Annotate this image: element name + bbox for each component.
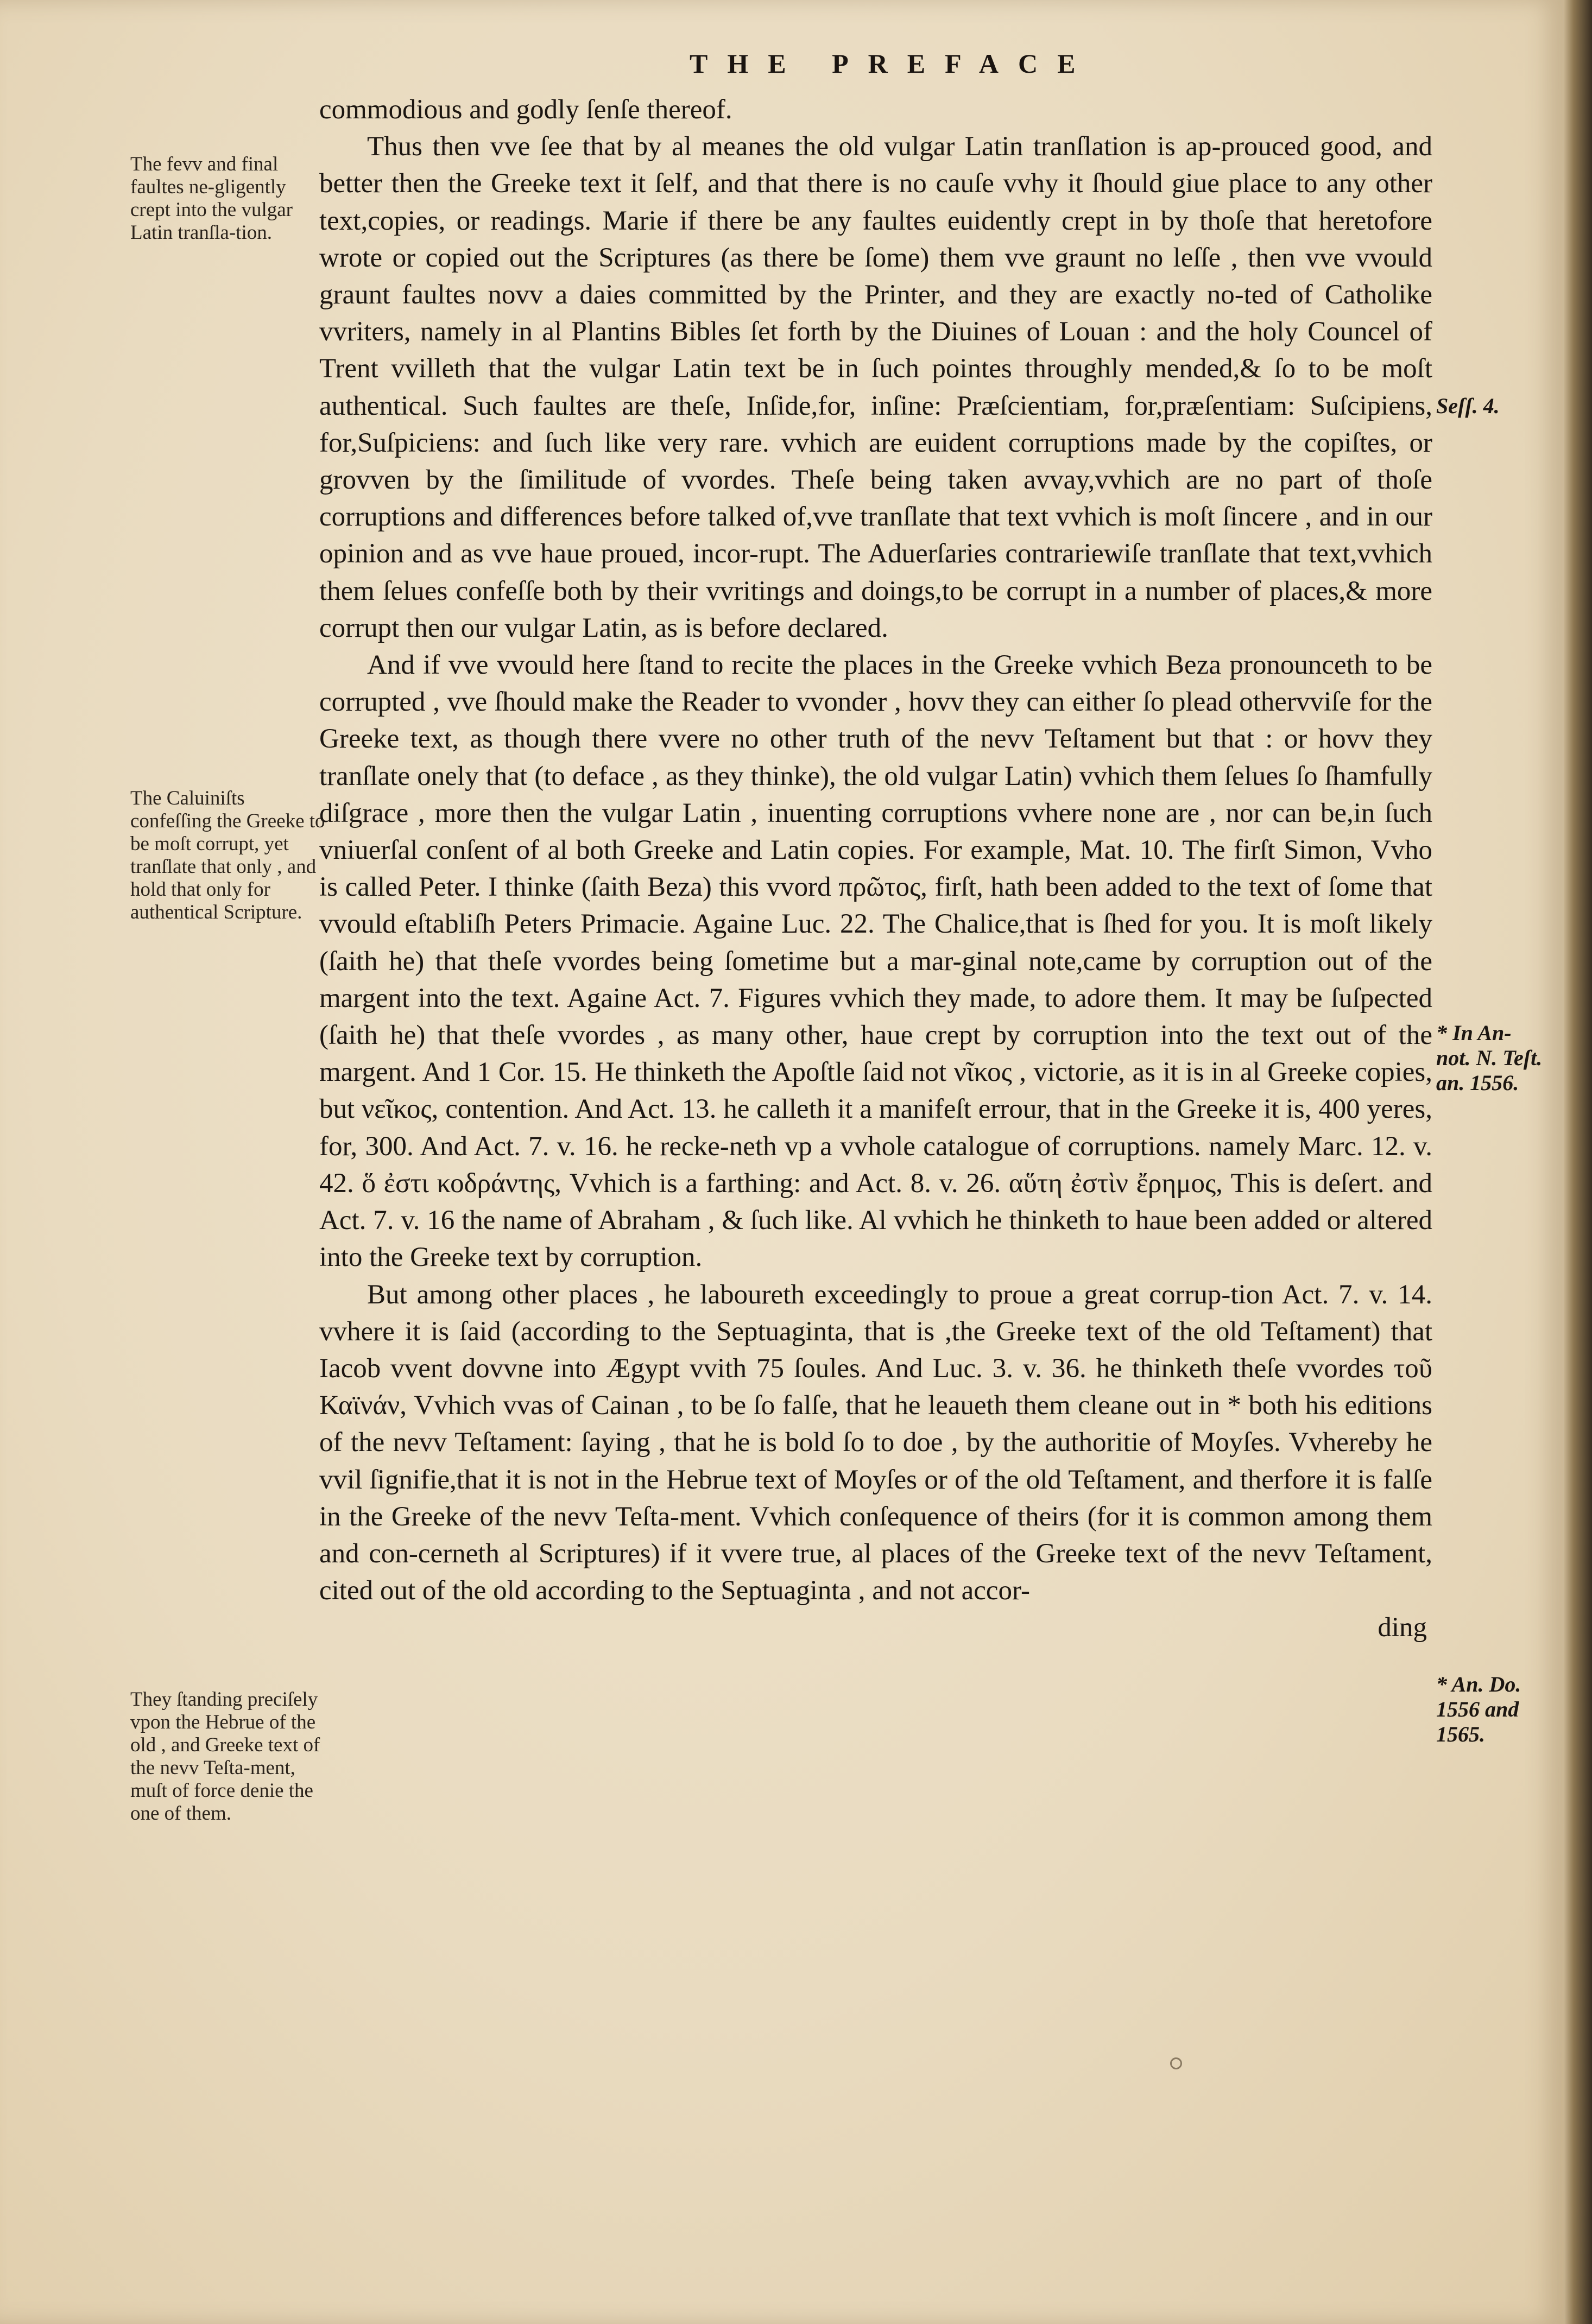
paragraph-thus: Thus then vve ſee that by al meanes the old vulgar Latin tranſlation is ap-prouced good, and better then the Greeke text it ſelf, and that there is no cauſe vvhy it ſhould giue place to any other text,copies, or readings. Marie if there be any faultes euidently crept in by thoſe that heretofore wrote or copied out the Scriptures (as there be ſome) them vve graunt no leſſe , then vve vvould graunt faultes novv a daies committed by the Printer, and they are exactly no-ted of Catholike vvriters, namely in al Plantins Bibles ſet forth by the Diuines of Louan : and the holy Councel of Trent vvilleth that the vulgar Latin text be in ſuch pointes throughly mended,& ſo to be moſt authentical. Such faultes are theſe, Inſide,for, inſine: Præſcientiam, for,præſentiam: Suſcipiens, for,Suſpiciens: and ſuch like very rare. vvhich are euident corruptions made by the copiſtes, or grovven by the ſimilitude of vvordes. Theſe being taken avvay,vvhich are no part of thoſe corruptions and differences before talked of,vve tranſlate that text vvhich is moſt ſincere , and in our opinion and as vve haue proued, incor-rupt. The Aduerſaries contrariewiſe tranſlate that text,vvhich them ſelues confeſſe both by their vvritings and doings,to be corrupt in a number of places,& more corrupt then our vulgar Latin, as is before declared. bbox=[319, 131, 1432, 643]
margin-ref-session: Seſſ. 4. bbox=[1436, 394, 1500, 418]
sidenote-hebrue: They ſtanding preciſely vpon the Hebrue of the old , and Greeke text of the nevv Teſta-ment, muſt of force denie the one of them. bbox=[130, 1688, 320, 1825]
body-text bbox=[319, 91, 1432, 1647]
sidenote-caluinists: The Caluiniſts confeſſing the Greeke to be moſt corrupt, yet tranſlate that only , and hold that only for authentical Scripture. bbox=[130, 787, 325, 923]
paragraph-beza: And if vve vvould here ſtand to recite the places in the Greeke vvhich Beza pronounceth to be corrupted , vve ſhould make the Reader to vvonder , hovv they can either ſo plead othervviſe for the Greeke text, as though there vvere no other truth of the nevv Teſtament but that : or hovv they tranſlate onely that (to deface , as they thinke), the old vulgar Latin) vvhich them ſelues ſo ſhamfully diſgrace , more then the vulgar Latin , inuenting corruptions vvhere none are , nor can be,in ſuch vniuerſal conſent of al both Greeke and Latin copies. For example, Mat. 10. The firſt Simon, Vvho is called Peter. I thinke (ſaith Beza) this vvord πρῶτος, firſt, hath been added to the text of ſome that vvould eſtabliſh Peters Primacie. Againe Luc. 22. The Chalice,that is ſhed for you. It is moſt likely (ſaith he) that theſe vvordes being ſometime but a mar-ginal note,came by corruption out of the margent into the text. Againe Act. 7. Figures vvhich they made, to adore them. It may be ſuſpected (ſaith he) that theſe vvordes , as many other, haue crept by corruption into the text out of the margent. And 1 Cor. 15. He thinketh the Apoſtle ſaid not νῖκος , victorie, as it is in al Greeke copies, but νεῖκος, contention. And Act. 13. he calleth it a manifeſt errour, that in the Greeke it is, 400 yeres, for, 300. And Act. 7. v. 16. he recke-neth vp a vvhole catalogue of corruptions. namely Marc. 12. v. 42. ὅ ἐστι κοδράντης, Vvhich is a farthing: and Act. 8. v. 26. αὕτη ἐστὶν ἔρημος, This is deſert. and Act. 7. v. 16 the name of Abraham , & ſuch like. Al vvhich he thinketh to haue been added or altered into the Greeke text by corruption. bbox=[319, 650, 1432, 1273]
margin-ref-annot-1: * In An-not. N. Teſt. an. 1556. bbox=[1436, 1021, 1543, 1095]
paragraph-among: But among other places , he laboureth exceedingly to proue a great corrup-tion Act. 7. v. 14. vvhere it is ſaid (according to the Septuaginta, that is ,the Greeke text of the old Teſtament) that Iacob vvent dovvne into Ægypt vvith 75 ſoules. And Luc. 3. v. 36. he thinketh theſe vvordes τοῦ Καϊνάν, Vvhich vvas of Cainan , to be ſo falſe, that he leaueth them cleane out in * both his editions of the nevv Teſtament: ſaying , that he is bold ſo to doe , by the authoritie of Moyſes. Vvhereby he vvil ſignifie,that it is not in the Hebrue text of Moyſes or of the old Teſtament, and therfore it is falſe in the Greeke of the nevv Teſta-ment. Vvhich conſequence of theirs (for it is common among them and con-cerneth al Scriptures) if it vvere true, al places of the Greeke text of the nevv Teſtament, cited out of the old according to the Septuaginta , and not accor- bbox=[319, 1279, 1432, 1606]
sidenote-faultes: The fevv and final faultes ne-gligently crept into the vulgar Latin tranſla-tion. bbox=[130, 153, 293, 244]
margin-ref-annot-2: * An. Do. 1556 and 1565. bbox=[1436, 1672, 1521, 1746]
catchword: ding bbox=[1378, 1612, 1427, 1643]
page-mark bbox=[1170, 2057, 1182, 2069]
running-head: THE PREFACE bbox=[690, 48, 1095, 79]
book-edge bbox=[1564, 0, 1592, 2324]
paragraph-opening: commodious and godly ſenſe thereof. bbox=[319, 94, 732, 125]
